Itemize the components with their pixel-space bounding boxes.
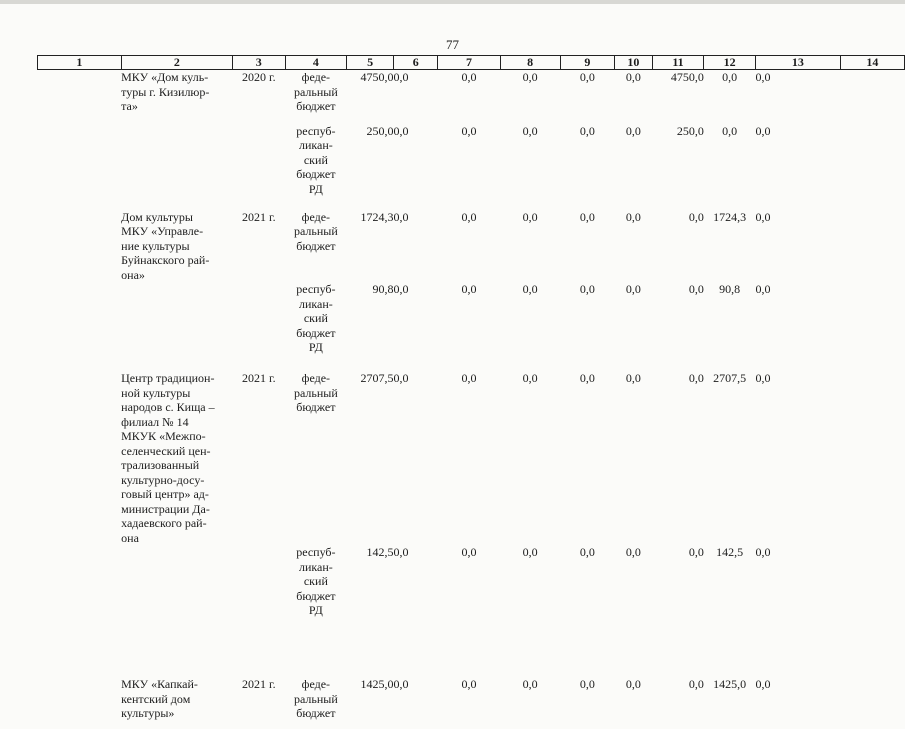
cell-value-col-13: 0,0 (755, 210, 840, 283)
cell-index (38, 124, 122, 210)
cell-object-name (121, 371, 232, 545)
cell-value-col-8: 0,0 (500, 545, 560, 677)
cell-value-col-7: 0,0 (438, 282, 500, 371)
column-header-11: 11 (652, 56, 704, 70)
column-header-8: 8 (500, 56, 560, 70)
text-line: феде- (285, 70, 347, 85)
cell-value-col-6: 0,0 (393, 210, 437, 283)
cell-value-col-10: 0,0 (615, 545, 653, 677)
cell-funding-source (285, 124, 347, 210)
cell-value-col-11: 0,0 (652, 545, 704, 677)
cell-value-col-9: 0,0 (560, 545, 614, 677)
cell-index (38, 210, 122, 283)
cell-value-col-8: 0,0 (500, 70, 560, 124)
column-header-3: 3 (233, 56, 285, 70)
cell-object-name (121, 545, 232, 677)
text-line: народов с. Кища – (121, 400, 232, 415)
text-line: респуб- (285, 545, 347, 560)
cell-value-col-12: 0,0 (704, 124, 756, 210)
cell-value-col-12: 142,5 (704, 545, 756, 677)
budget-table (37, 55, 905, 729)
cell-object-name (121, 282, 232, 371)
column-header-7: 7 (438, 56, 500, 70)
column-header-13: 13 (755, 56, 840, 70)
cell-object-name (121, 677, 232, 729)
cell-value-col-7: 0,0 (438, 371, 500, 545)
text-line: Центр традицион- (121, 371, 232, 386)
cell-col-14 (840, 677, 904, 729)
cell-year: 2021 г. (233, 677, 285, 729)
text-line: феде- (285, 371, 347, 386)
column-header-1: 1 (38, 56, 122, 70)
text-line: культуры» (121, 706, 232, 721)
cell-year (233, 124, 285, 210)
text-line: РД (285, 340, 347, 355)
text-line: ский (285, 574, 347, 589)
text-line: бюджет (285, 706, 347, 721)
text-line: МКУ «Дом куль- (121, 70, 232, 85)
cell-value-col-9: 0,0 (560, 124, 614, 210)
cell-value-col-11: 0,0 (652, 282, 704, 371)
cell-value-col-5: 2707,5 (347, 371, 394, 545)
text-line: ральный (285, 85, 347, 100)
cell-year (233, 282, 285, 371)
cell-value-col-6: 0,0 (393, 371, 437, 545)
cell-index (38, 545, 122, 677)
text-line: хадаевского рай- (121, 516, 232, 531)
cell-value-col-5: 1724,3 (347, 210, 394, 283)
text-line: бюджет (285, 167, 347, 182)
cell-value-col-8: 0,0 (500, 282, 560, 371)
cell-value-col-7: 0,0 (438, 70, 500, 124)
text-line: культурно-досу- (121, 473, 232, 488)
text-line: ликан- (285, 138, 347, 153)
table-row (38, 282, 905, 371)
cell-index (38, 677, 122, 729)
cell-value-col-9: 0,0 (560, 677, 614, 729)
cell-value-col-12: 1425,0 (704, 677, 756, 729)
text-line: она (121, 531, 232, 546)
cell-index (38, 282, 122, 371)
cell-funding-source (285, 210, 347, 283)
text-line: МКУ «Управле- (121, 224, 232, 239)
cell-value-col-7: 0,0 (438, 545, 500, 677)
cell-value-col-7: 0,0 (438, 210, 500, 283)
cell-year: 2021 г. (233, 210, 285, 283)
text-line: говый центр» ад- (121, 487, 232, 502)
cell-value-col-8: 0,0 (500, 124, 560, 210)
column-header-12: 12 (704, 56, 756, 70)
cell-value-col-6: 0,0 (393, 677, 437, 729)
column-header-5: 5 (347, 56, 394, 70)
cell-value-col-13: 0,0 (755, 124, 840, 210)
cell-year (233, 545, 285, 677)
cell-year: 2020 г. (233, 70, 285, 124)
text-line: ние культуры (121, 239, 232, 254)
text-line: туры г. Кизилюр- (121, 85, 232, 100)
header-row (38, 56, 905, 70)
table-body (38, 70, 905, 729)
cell-value-col-5: 90,8 (347, 282, 394, 371)
cell-value-col-8: 0,0 (500, 210, 560, 283)
cell-value-col-8: 0,0 (500, 371, 560, 545)
cell-value-col-10: 0,0 (615, 282, 653, 371)
cell-col-14 (840, 124, 904, 210)
scan-edge (0, 0, 905, 4)
text-line: она» (121, 268, 232, 283)
text-line: ликан- (285, 560, 347, 575)
table-row (38, 371, 905, 545)
cell-value-col-13: 0,0 (755, 282, 840, 371)
column-header-6: 6 (393, 56, 437, 70)
cell-value-col-13: 0,0 (755, 371, 840, 545)
table-row (38, 70, 905, 124)
cell-value-col-13: 0,0 (755, 677, 840, 729)
text-line: респуб- (285, 282, 347, 297)
cell-value-col-6: 0,0 (393, 124, 437, 210)
cell-value-col-11: 4750,0 (652, 70, 704, 124)
text-line: МКУК «Межпо- (121, 429, 232, 444)
cell-value-col-8: 0,0 (500, 677, 560, 729)
text-line: бюджет (285, 239, 347, 254)
cell-col-14 (840, 282, 904, 371)
cell-funding-source (285, 282, 347, 371)
text-line: респуб- (285, 124, 347, 139)
cell-value-col-10: 0,0 (615, 371, 653, 545)
cell-col-14 (840, 545, 904, 677)
table-row (38, 210, 905, 283)
cell-value-col-5: 1425,0 (347, 677, 394, 729)
column-header-9: 9 (560, 56, 614, 70)
text-line: бюджет (285, 99, 347, 114)
cell-value-col-9: 0,0 (560, 371, 614, 545)
cell-funding-source (285, 70, 347, 124)
text-line: ральный (285, 386, 347, 401)
text-line: селенческий цен- (121, 444, 232, 459)
cell-value-col-5: 250,0 (347, 124, 394, 210)
cell-year: 2021 г. (233, 371, 285, 545)
text-line: РД (285, 182, 347, 197)
cell-value-col-9: 0,0 (560, 210, 614, 283)
table-row (38, 124, 905, 210)
text-line: МКУ «Капкай- (121, 677, 232, 692)
cell-index (38, 371, 122, 545)
table-row (38, 677, 905, 729)
cell-index (38, 70, 122, 124)
column-header-10: 10 (615, 56, 653, 70)
text-line: филиал № 14 (121, 415, 232, 430)
text-line: ский (285, 311, 347, 326)
column-header-4: 4 (285, 56, 347, 70)
cell-funding-source (285, 545, 347, 677)
text-line: кентский дом (121, 692, 232, 707)
cell-value-col-13: 0,0 (755, 545, 840, 677)
text-line: бюджет (285, 400, 347, 415)
cell-value-col-10: 0,0 (615, 124, 653, 210)
text-line: бюджет (285, 589, 347, 604)
cell-object-name (121, 124, 232, 210)
cell-value-col-11: 0,0 (652, 210, 704, 283)
table-row (38, 545, 905, 677)
text-line: феде- (285, 210, 347, 225)
text-line: трализованный (121, 458, 232, 473)
cell-value-col-12: 1724,3 (704, 210, 756, 283)
cell-value-col-12: 2707,5 (704, 371, 756, 545)
cell-value-col-6: 0,0 (393, 70, 437, 124)
cell-value-col-7: 0,0 (438, 124, 500, 210)
text-line: ликан- (285, 297, 347, 312)
cell-value-col-9: 0,0 (560, 70, 614, 124)
cell-value-col-11: 250,0 (652, 124, 704, 210)
cell-col-14 (840, 210, 904, 283)
text-line: та» (121, 99, 232, 114)
text-line: ральный (285, 692, 347, 707)
text-line: Буйнакского рай- (121, 253, 232, 268)
cell-object-name (121, 70, 232, 124)
cell-value-col-13: 0,0 (755, 70, 840, 124)
text-line: ральный (285, 224, 347, 239)
text-line: феде- (285, 677, 347, 692)
cell-value-col-11: 0,0 (652, 677, 704, 729)
cell-value-col-12: 90,8 (704, 282, 756, 371)
cell-col-14 (840, 70, 904, 124)
cell-value-col-5: 4750,0 (347, 70, 394, 124)
cell-value-col-10: 0,0 (615, 677, 653, 729)
text-line: министрации Да- (121, 502, 232, 517)
cell-value-col-7: 0,0 (438, 677, 500, 729)
text-line: РД (285, 603, 347, 618)
text-line: ной культуры (121, 386, 232, 401)
text-line: ский (285, 153, 347, 168)
cell-col-14 (840, 371, 904, 545)
cell-value-col-6: 0,0 (393, 282, 437, 371)
cell-value-col-10: 0,0 (615, 70, 653, 124)
cell-funding-source (285, 371, 347, 545)
page-number: 77 (0, 37, 905, 53)
column-header-14: 14 (840, 56, 904, 70)
cell-value-col-5: 142,5 (347, 545, 394, 677)
cell-funding-source (285, 677, 347, 729)
cell-value-col-10: 0,0 (615, 210, 653, 283)
text-line: Дом культуры (121, 210, 232, 225)
cell-value-col-12: 0,0 (704, 70, 756, 124)
text-line: бюджет (285, 326, 347, 341)
cell-object-name (121, 210, 232, 283)
column-header-2: 2 (121, 56, 232, 70)
cell-value-col-9: 0,0 (560, 282, 614, 371)
cell-value-col-6: 0,0 (393, 545, 437, 677)
cell-value-col-11: 0,0 (652, 371, 704, 545)
